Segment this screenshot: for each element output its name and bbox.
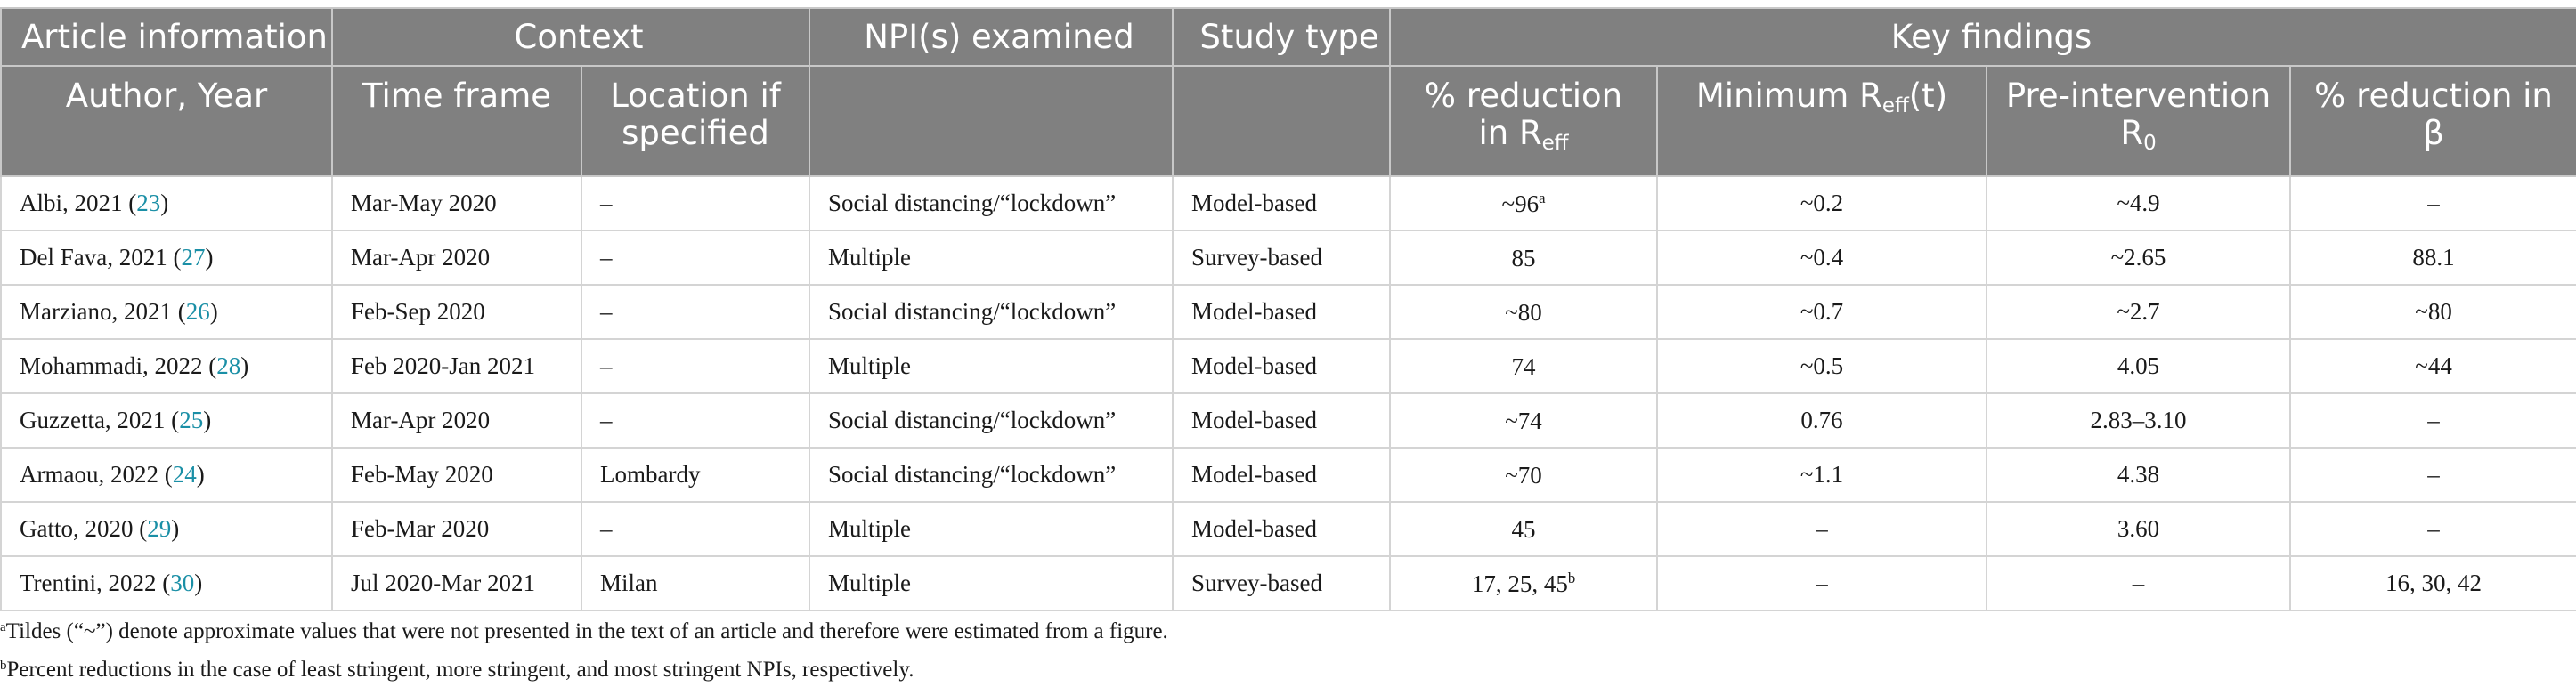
reference-link[interactable]: 25 (179, 407, 204, 433)
cell-location: – (581, 285, 809, 339)
reduction-reff-value: 45 (1511, 515, 1536, 543)
header-location: Location if specified (581, 66, 809, 176)
table-row (1, 556, 2576, 610)
cell-time-frame: Feb-Mar 2020 (332, 502, 581, 556)
cell-pre-r0: 2.83–3.10 (1987, 393, 2290, 448)
cell-reduction-beta: 16, 30, 42 (2290, 556, 2576, 610)
header-min-reff-text: Minimum R (1695, 77, 1882, 115)
header-study-type: Study type (1173, 8, 1390, 66)
cell-author (1, 230, 332, 285)
author-close: ) (160, 190, 169, 216)
cell-reduction-beta: ~44 (2290, 339, 2576, 393)
author-text: Gatto, 2020 ( (20, 515, 148, 542)
cell-time-frame: Jul 2020-Mar 2021 (332, 556, 581, 610)
header-article-info: Article information (1, 8, 332, 66)
cell-min-reff: 0.76 (1657, 393, 1987, 448)
header-npi: NPI(s) examined (809, 8, 1173, 66)
cell-npi: Social distancing/“lockdown” (809, 285, 1173, 339)
table-row (1, 339, 2576, 393)
author-close: ) (171, 515, 180, 542)
author-close: ) (196, 461, 205, 488)
cell-npi: Social distancing/“lockdown” (809, 176, 1173, 230)
cell-reduction-reff (1390, 393, 1657, 448)
cell-author (1, 556, 332, 610)
footnote-b (0, 649, 1168, 687)
cell-reduction-beta: – (2290, 502, 2576, 556)
header-context: Context (332, 8, 809, 66)
header-author-year: Author, Year (1, 66, 332, 176)
cell-pre-r0: – (1987, 556, 2290, 610)
cell-study-type: Survey-based (1173, 556, 1390, 610)
cell-location: Lombardy (581, 448, 809, 502)
author-text: Guzzetta, 2021 ( (20, 407, 180, 433)
cell-reduction-reff (1390, 556, 1657, 610)
reduction-reff-note: a (1539, 189, 1546, 206)
cell-study-type: Model-based (1173, 448, 1390, 502)
reduction-reff-value: ~80 (1505, 298, 1542, 326)
cell-study-type: Model-based (1173, 285, 1390, 339)
cell-npi: Multiple (809, 502, 1173, 556)
header-key-findings: Key findings (1390, 8, 2576, 66)
cell-npi: Multiple (809, 230, 1173, 285)
reduction-reff-note: b (1567, 569, 1576, 586)
header-pre-r0-sub: 0 (2143, 132, 2157, 155)
cell-pre-r0: 4.38 (1987, 448, 2290, 502)
table-body (1, 176, 2576, 610)
cell-min-reff: ~1.1 (1657, 448, 1987, 502)
cell-study-type: Model-based (1173, 176, 1390, 230)
cell-author (1, 339, 332, 393)
cell-min-reff: – (1657, 556, 1987, 610)
cell-pre-r0: 4.05 (1987, 339, 2290, 393)
reduction-reff-value: ~96 (1501, 190, 1540, 217)
author-text: Marziano, 2021 ( (20, 298, 186, 325)
cell-reduction-beta: – (2290, 448, 2576, 502)
author-text: Albi, 2021 ( (20, 190, 137, 216)
header-min-reff-post: (t) (1908, 77, 1948, 115)
cell-reduction-reff (1390, 339, 1657, 393)
table-row (1, 502, 2576, 556)
footnote-b-text: Percent reductions in the case of least stringent, more stringent, and most stringent NPIs, respectively. (6, 658, 914, 682)
cell-min-reff: ~0.7 (1657, 285, 1987, 339)
cell-min-reff: ~0.2 (1657, 176, 1987, 230)
cell-study-type: Survey-based (1173, 230, 1390, 285)
cell-pre-r0: 3.60 (1987, 502, 2290, 556)
reference-link[interactable]: 26 (185, 298, 210, 325)
header-reduction-beta: % reduction in β (2290, 66, 2576, 176)
header-reduction-reff-sub: eff (1541, 132, 1569, 155)
reduction-reff-value: ~74 (1505, 407, 1542, 434)
reduction-reff-value: 74 (1511, 352, 1536, 380)
cell-min-reff: – (1657, 502, 1987, 556)
reduction-reff-value: 85 (1511, 244, 1536, 271)
cell-npi: Multiple (809, 339, 1173, 393)
cell-author (1, 176, 332, 230)
cell-reduction-beta: – (2290, 176, 2576, 230)
author-close: ) (194, 570, 203, 596)
reference-link[interactable]: 23 (136, 190, 161, 216)
cell-reduction-beta: 88.1 (2290, 230, 2576, 285)
reduction-reff-value: ~70 (1505, 461, 1542, 489)
cell-time-frame: Feb 2020-Jan 2021 (332, 339, 581, 393)
header-study-empty (1173, 66, 1390, 176)
cell-study-type: Model-based (1173, 339, 1390, 393)
reduction-reff-value: 17, 25, 45 (1471, 570, 1568, 597)
author-close: ) (203, 407, 212, 433)
footnote-a-mark: a (0, 620, 6, 634)
header-min-reff-sub: eff (1881, 94, 1909, 117)
cell-author (1, 393, 332, 448)
table-row (1, 448, 2576, 502)
cell-time-frame: Feb-May 2020 (332, 448, 581, 502)
footnotes (0, 610, 1168, 687)
table-row (1, 393, 2576, 448)
header-row-top (1, 8, 2576, 66)
reference-link[interactable]: 30 (170, 570, 195, 596)
author-close: ) (209, 298, 218, 325)
author-text: Mohammadi, 2022 ( (20, 352, 217, 379)
footnote-a-text: Tildes (“~”) denote approximate values that were not presented in the text of an article and therefore were estimated from a figure. (5, 619, 1168, 643)
cell-time-frame: Mar-Apr 2020 (332, 393, 581, 448)
table-row (1, 176, 2576, 230)
footnote-a (0, 610, 1168, 649)
cell-npi: Multiple (809, 556, 1173, 610)
cell-time-frame: Feb-Sep 2020 (332, 285, 581, 339)
cell-reduction-beta: – (2290, 393, 2576, 448)
header-row-sub (1, 66, 2576, 176)
cell-reduction-reff (1390, 285, 1657, 339)
header-pre-r0-text: Pre-intervention R (2005, 77, 2271, 152)
cell-study-type: Model-based (1173, 502, 1390, 556)
cell-reduction-reff (1390, 176, 1657, 230)
cell-study-type: Model-based (1173, 393, 1390, 448)
cell-pre-r0: ~4.9 (1987, 176, 2290, 230)
cell-npi: Social distancing/“lockdown” (809, 448, 1173, 502)
author-close: ) (240, 352, 249, 379)
reference-link[interactable]: 29 (147, 515, 172, 542)
author-text: Del Fava, 2021 ( (20, 244, 182, 271)
author-close: ) (205, 244, 214, 271)
reference-link[interactable]: 27 (181, 244, 206, 271)
header-min-reff (1657, 66, 1987, 176)
cell-author (1, 502, 332, 556)
cell-author (1, 448, 332, 502)
header-reduction-reff (1390, 66, 1657, 176)
footnote-b-mark: b (0, 659, 7, 673)
cell-time-frame: Mar-Apr 2020 (332, 230, 581, 285)
cell-npi: Social distancing/“lockdown” (809, 393, 1173, 448)
cell-location: – (581, 502, 809, 556)
table-row (1, 230, 2576, 285)
cell-reduction-reff (1390, 502, 1657, 556)
author-text: Trentini, 2022 ( (20, 570, 171, 596)
table-row (1, 285, 2576, 339)
header-time-frame: Time frame (332, 66, 581, 176)
cell-location: – (581, 230, 809, 285)
cell-pre-r0: ~2.65 (1987, 230, 2290, 285)
cell-reduction-reff (1390, 448, 1657, 502)
cell-pre-r0: ~2.7 (1987, 285, 2290, 339)
cell-time-frame: Mar-May 2020 (332, 176, 581, 230)
findings-table (0, 7, 2576, 611)
cell-location: – (581, 393, 809, 448)
cell-location: – (581, 339, 809, 393)
reference-link[interactable]: 28 (216, 352, 241, 379)
header-npi-empty (809, 66, 1173, 176)
cell-reduction-reff (1390, 230, 1657, 285)
cell-location: Milan (581, 556, 809, 610)
cell-reduction-beta: ~80 (2290, 285, 2576, 339)
cell-min-reff: ~0.4 (1657, 230, 1987, 285)
reference-link[interactable]: 24 (172, 461, 197, 488)
cell-author (1, 285, 332, 339)
header-reduction-reff-text: % reduction in R (1424, 77, 1623, 152)
header-pre-r0 (1987, 66, 2290, 176)
cell-location: – (581, 176, 809, 230)
cell-min-reff: ~0.5 (1657, 339, 1987, 393)
author-text: Armaou, 2022 ( (20, 461, 173, 488)
